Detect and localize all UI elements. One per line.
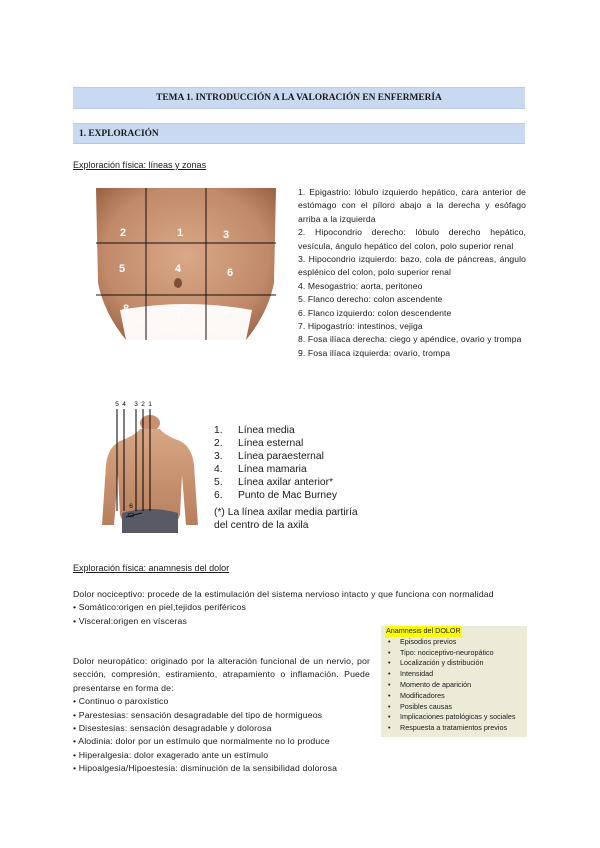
pain-anamnesis-callout (381, 626, 527, 737)
zone-item: 7. Hipogastrio: intestinos, vejiga (298, 321, 423, 332)
line-item: 6. Punto de Mac Burney (214, 490, 338, 501)
subheading-pain: Exploración física: anamnesis del dolor (73, 563, 230, 573)
zone-item: 6. Flanco izquierdo: colon descendente (298, 307, 452, 318)
neuropathic-item: • Parestesias: sensación desagradable del tipo de hormigueos (73, 709, 323, 720)
axillary-note: (*) La línea axilar media partiría del centro de la axila (214, 507, 358, 531)
line-number: 2 (141, 401, 145, 408)
line-item: 3. Línea paraesternal (214, 451, 324, 462)
neuropathic-item: • Alodinia: dolor por un estímulo que normalmente no lo produce (73, 736, 330, 747)
line-number: 1 (148, 401, 152, 408)
zones-list (298, 186, 526, 360)
nociceptive-block (73, 588, 526, 628)
line-item: 5. Línea axilar anterior* (214, 477, 334, 488)
abdomen-zones-figure (96, 188, 276, 340)
neuropathic-item: • Disestesias: sensación desagradable y dolorosa (73, 723, 272, 734)
zone-item: 8. Fosa ilíaca derecha: ciego y apéndice, ovario y trompa (298, 334, 522, 345)
callout-item: • Localización y distribución (400, 658, 523, 669)
zone-item: 1. Epigastrio: lóbulo izquierdo hepático, cara anterior de estómago con el píloro abajo a la derecha y esófago arriba a la izquierda (298, 187, 526, 224)
line-number: 5 (115, 401, 119, 408)
callout-item: • Respuesta a tratamientos previos (400, 723, 523, 734)
line-number: 3 (134, 401, 138, 408)
callout-item: • Tipo: nociceptivo-neuropático (400, 648, 523, 659)
zone-item: 4. Mesogastrio: aorta, peritoneo (298, 280, 423, 291)
zone-number: 3 (222, 229, 230, 241)
neuropathic-item: • Continuo o paroxístico (73, 696, 169, 707)
neuropathic-intro: Dolor neuropático: originado por la alteración funcional de un nervio, por sección, compresión, estiramiento, atrapamiento o inflamación. Puede presentarse en forma de: (73, 656, 370, 693)
callout-item: • Episodios previos (400, 637, 523, 648)
shorts (122, 509, 178, 533)
line-item: 4. Línea mamaria (214, 464, 307, 475)
zone-number: 1 (176, 227, 184, 239)
neuropathic-item: • Hiperalgesia: dolor exagerado ante un estímulo (73, 749, 269, 760)
torso-lines-figure (100, 395, 200, 535)
navel (174, 278, 182, 288)
zone-number: 6 (226, 267, 234, 279)
line-item: 1. Línea media (214, 425, 295, 436)
neuropathic-block (73, 655, 370, 776)
subheading-zones: Exploración física: líneas y zonas (73, 160, 207, 170)
line-number: 4 (122, 401, 126, 408)
callout-item: • Posibles causas (400, 702, 523, 713)
zone-item: 9. Fosa ilíaca izquierda: ovario, trompa (298, 347, 451, 358)
callout-item: • Momento de aparición (400, 680, 523, 691)
line-item: 2. Línea esternal (214, 438, 304, 449)
callout-item: • Modificadores (400, 691, 523, 702)
zone-number: 2 (119, 227, 127, 239)
zone-item: 5. Flanco derecho: colon ascendente (298, 294, 443, 305)
document-title: TEMA 1. INTRODUCCIÓN A LA VALORACIÓN EN ENFERMERÍA (73, 87, 525, 109)
nociceptive-item: • Visceral:origen en vísceras (73, 615, 187, 626)
callout-item: • Implicaciones patológicas y sociales (400, 712, 523, 723)
zone-number: 4 (174, 263, 182, 275)
lines-list (214, 424, 337, 502)
underwear (120, 304, 252, 340)
zone-number: 5 (118, 263, 126, 275)
nociceptive-intro: Dolor nociceptivo: procede de la estimulación del sistema nervioso intacto y que funciona con normalidad (73, 589, 494, 599)
section-heading: 1. EXPLORACIÓN (73, 123, 525, 144)
zone-number: 7 (175, 311, 183, 323)
point-number: 6 (129, 503, 133, 510)
nociceptive-item: • Somático:origen en piel,tejidos periféricos (73, 602, 247, 613)
zone-number: 9 (222, 305, 230, 317)
callout-title: Anamnesis del DOLOR (386, 626, 461, 635)
callout-item: • Intensidad (400, 669, 523, 680)
neuropathic-item: • Hipoalgesia/Hipoestesia: disminución de la sensibilidad dolorosa (73, 763, 338, 774)
zone-number: 8 (122, 303, 130, 315)
zone-item: 3. Hipocondrio izquierdo: bazo, cola de páncreas, ángulo esplénico del colon, polo superior renal (298, 254, 526, 278)
zone-item: 2. Hipocondrio derecho: lóbulo derecho hepático, vesícula, ángulo hepático del colon, polo superior renal (298, 227, 526, 251)
